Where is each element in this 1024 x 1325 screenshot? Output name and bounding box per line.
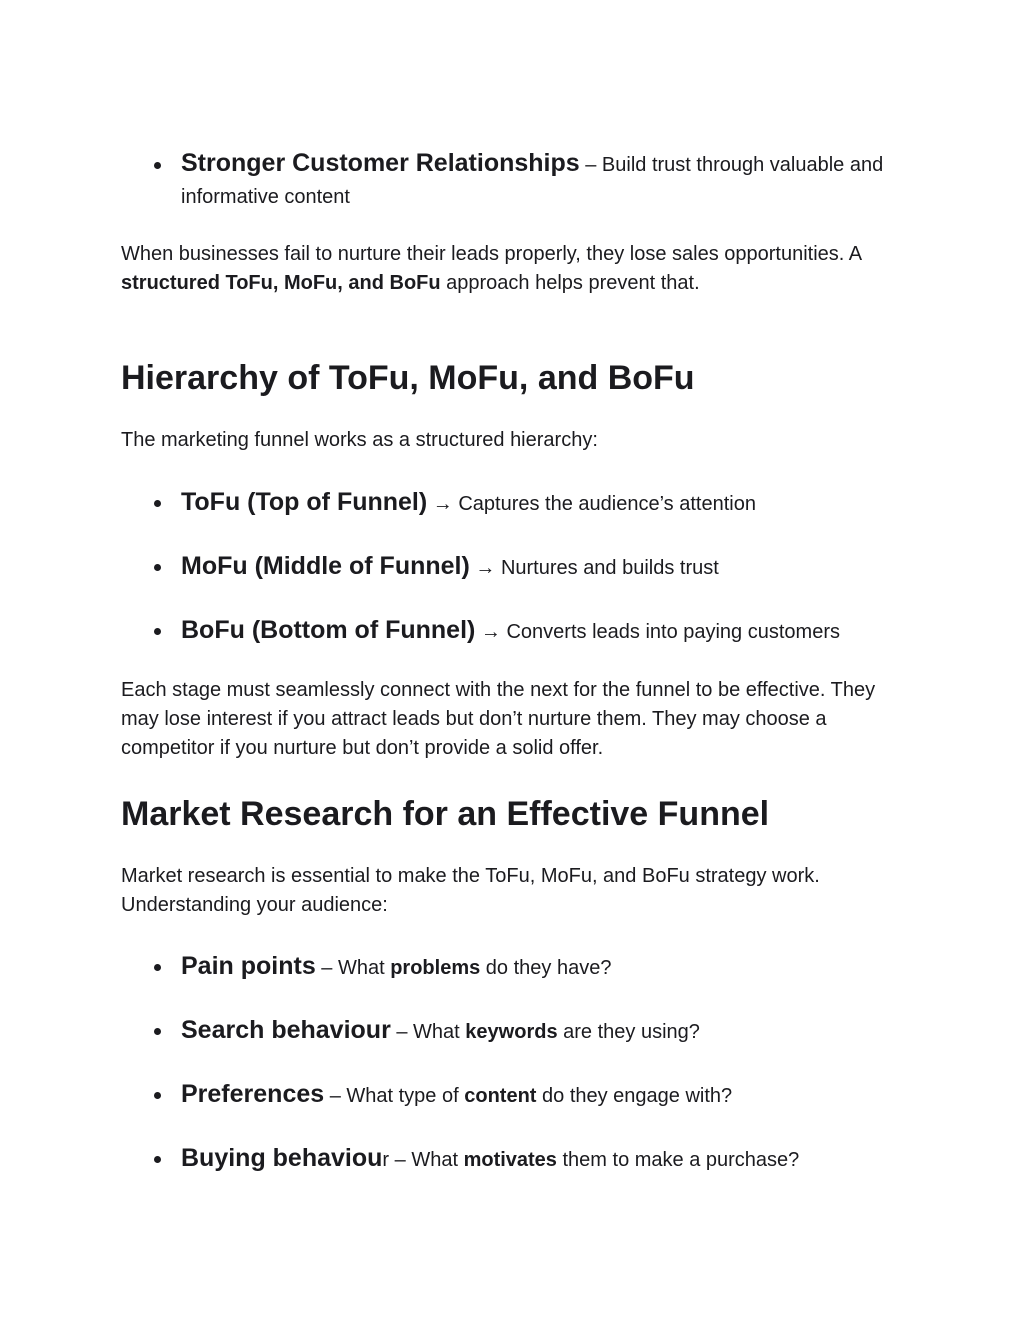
list-item xyxy=(121,612,961,652)
list-item-keyword: content xyxy=(464,1085,537,1107)
bullet-dot xyxy=(154,1092,161,1099)
list-item xyxy=(121,148,901,214)
list-item-description: them to make a purchase? xyxy=(556,1149,800,1171)
intro-list xyxy=(121,148,901,214)
bullet-dot xyxy=(154,500,161,507)
list-item-title: Pain points xyxy=(181,952,316,980)
list-item-title: Preferences xyxy=(181,1080,325,1108)
list-item-description: → Captures the audience’s attention xyxy=(427,493,756,515)
list-item xyxy=(121,1076,961,1116)
list-item-description: – What xyxy=(390,1021,466,1043)
list-item-title: Search behaviour xyxy=(181,1016,391,1044)
bullet-dot xyxy=(154,964,161,971)
bullet-dot xyxy=(154,1156,161,1163)
list-item-keyword: motivates xyxy=(463,1149,557,1171)
list-item-keyword: problems xyxy=(390,957,481,979)
paragraph: The marketing funnel works as a structured hierarchy: xyxy=(121,429,598,451)
list-item-title: MoFu (Middle of Funnel) xyxy=(181,552,470,580)
list-item-description: – What type of xyxy=(324,1085,465,1107)
bullet-dot xyxy=(154,162,161,169)
list-item-description: → Converts leads into paying customers xyxy=(475,621,840,643)
list-item-title-tail: r xyxy=(382,1149,390,1171)
list-item-description: do they engage with? xyxy=(536,1085,733,1107)
list-item-title: BoFu (Bottom of Funnel) xyxy=(181,616,476,644)
section-heading: Market Research for an Effective Funnel xyxy=(121,795,770,833)
list-item-title: Stronger Customer Relationships xyxy=(181,149,580,177)
paragraph: Each stage must seamlessly connect with the next for the funnel to be effective. They may lose interest if you attract leads but don’t nurture them. They may choose a competitor if you nurture but don’t provide a solid offer. xyxy=(121,679,876,759)
list-item-description: – Build trust through valuable and informative content xyxy=(181,154,884,208)
list-item-description: do they have? xyxy=(480,957,612,979)
list-item-description: → Nurtures and builds trust xyxy=(469,557,719,579)
bullet-dot xyxy=(154,564,161,571)
paragraph: Market research is essential to make the ToFu, MoFu, and BoFu strategy work. Understanding your audience: xyxy=(121,865,820,916)
list-item xyxy=(121,548,961,588)
list-item-title: Buying behaviou xyxy=(181,1144,383,1172)
paragraph-text: When businesses fail to nurture their leads properly, they lose sales opportunities. A xyxy=(121,243,862,265)
list-item xyxy=(121,1012,961,1052)
bullet-dot xyxy=(154,1028,161,1035)
paragraph-bold-text: structured ToFu, MoFu, and BoFu xyxy=(121,272,441,294)
list-item xyxy=(121,948,961,988)
bullet-dot xyxy=(154,628,161,635)
list-item-description: – What xyxy=(389,1149,464,1171)
paragraph-text: approach helps prevent that. xyxy=(440,272,700,294)
list-item-keyword: keywords xyxy=(465,1021,558,1043)
list-item-description: – What xyxy=(315,957,391,979)
list-item xyxy=(121,484,961,524)
section-heading: Hierarchy of ToFu, MoFu, and BoFu xyxy=(121,359,695,397)
paragraph xyxy=(121,240,881,298)
list-item-title: ToFu (Top of Funnel) xyxy=(181,488,428,516)
list-item-description: are they using? xyxy=(557,1021,700,1043)
list-item xyxy=(121,1140,961,1180)
